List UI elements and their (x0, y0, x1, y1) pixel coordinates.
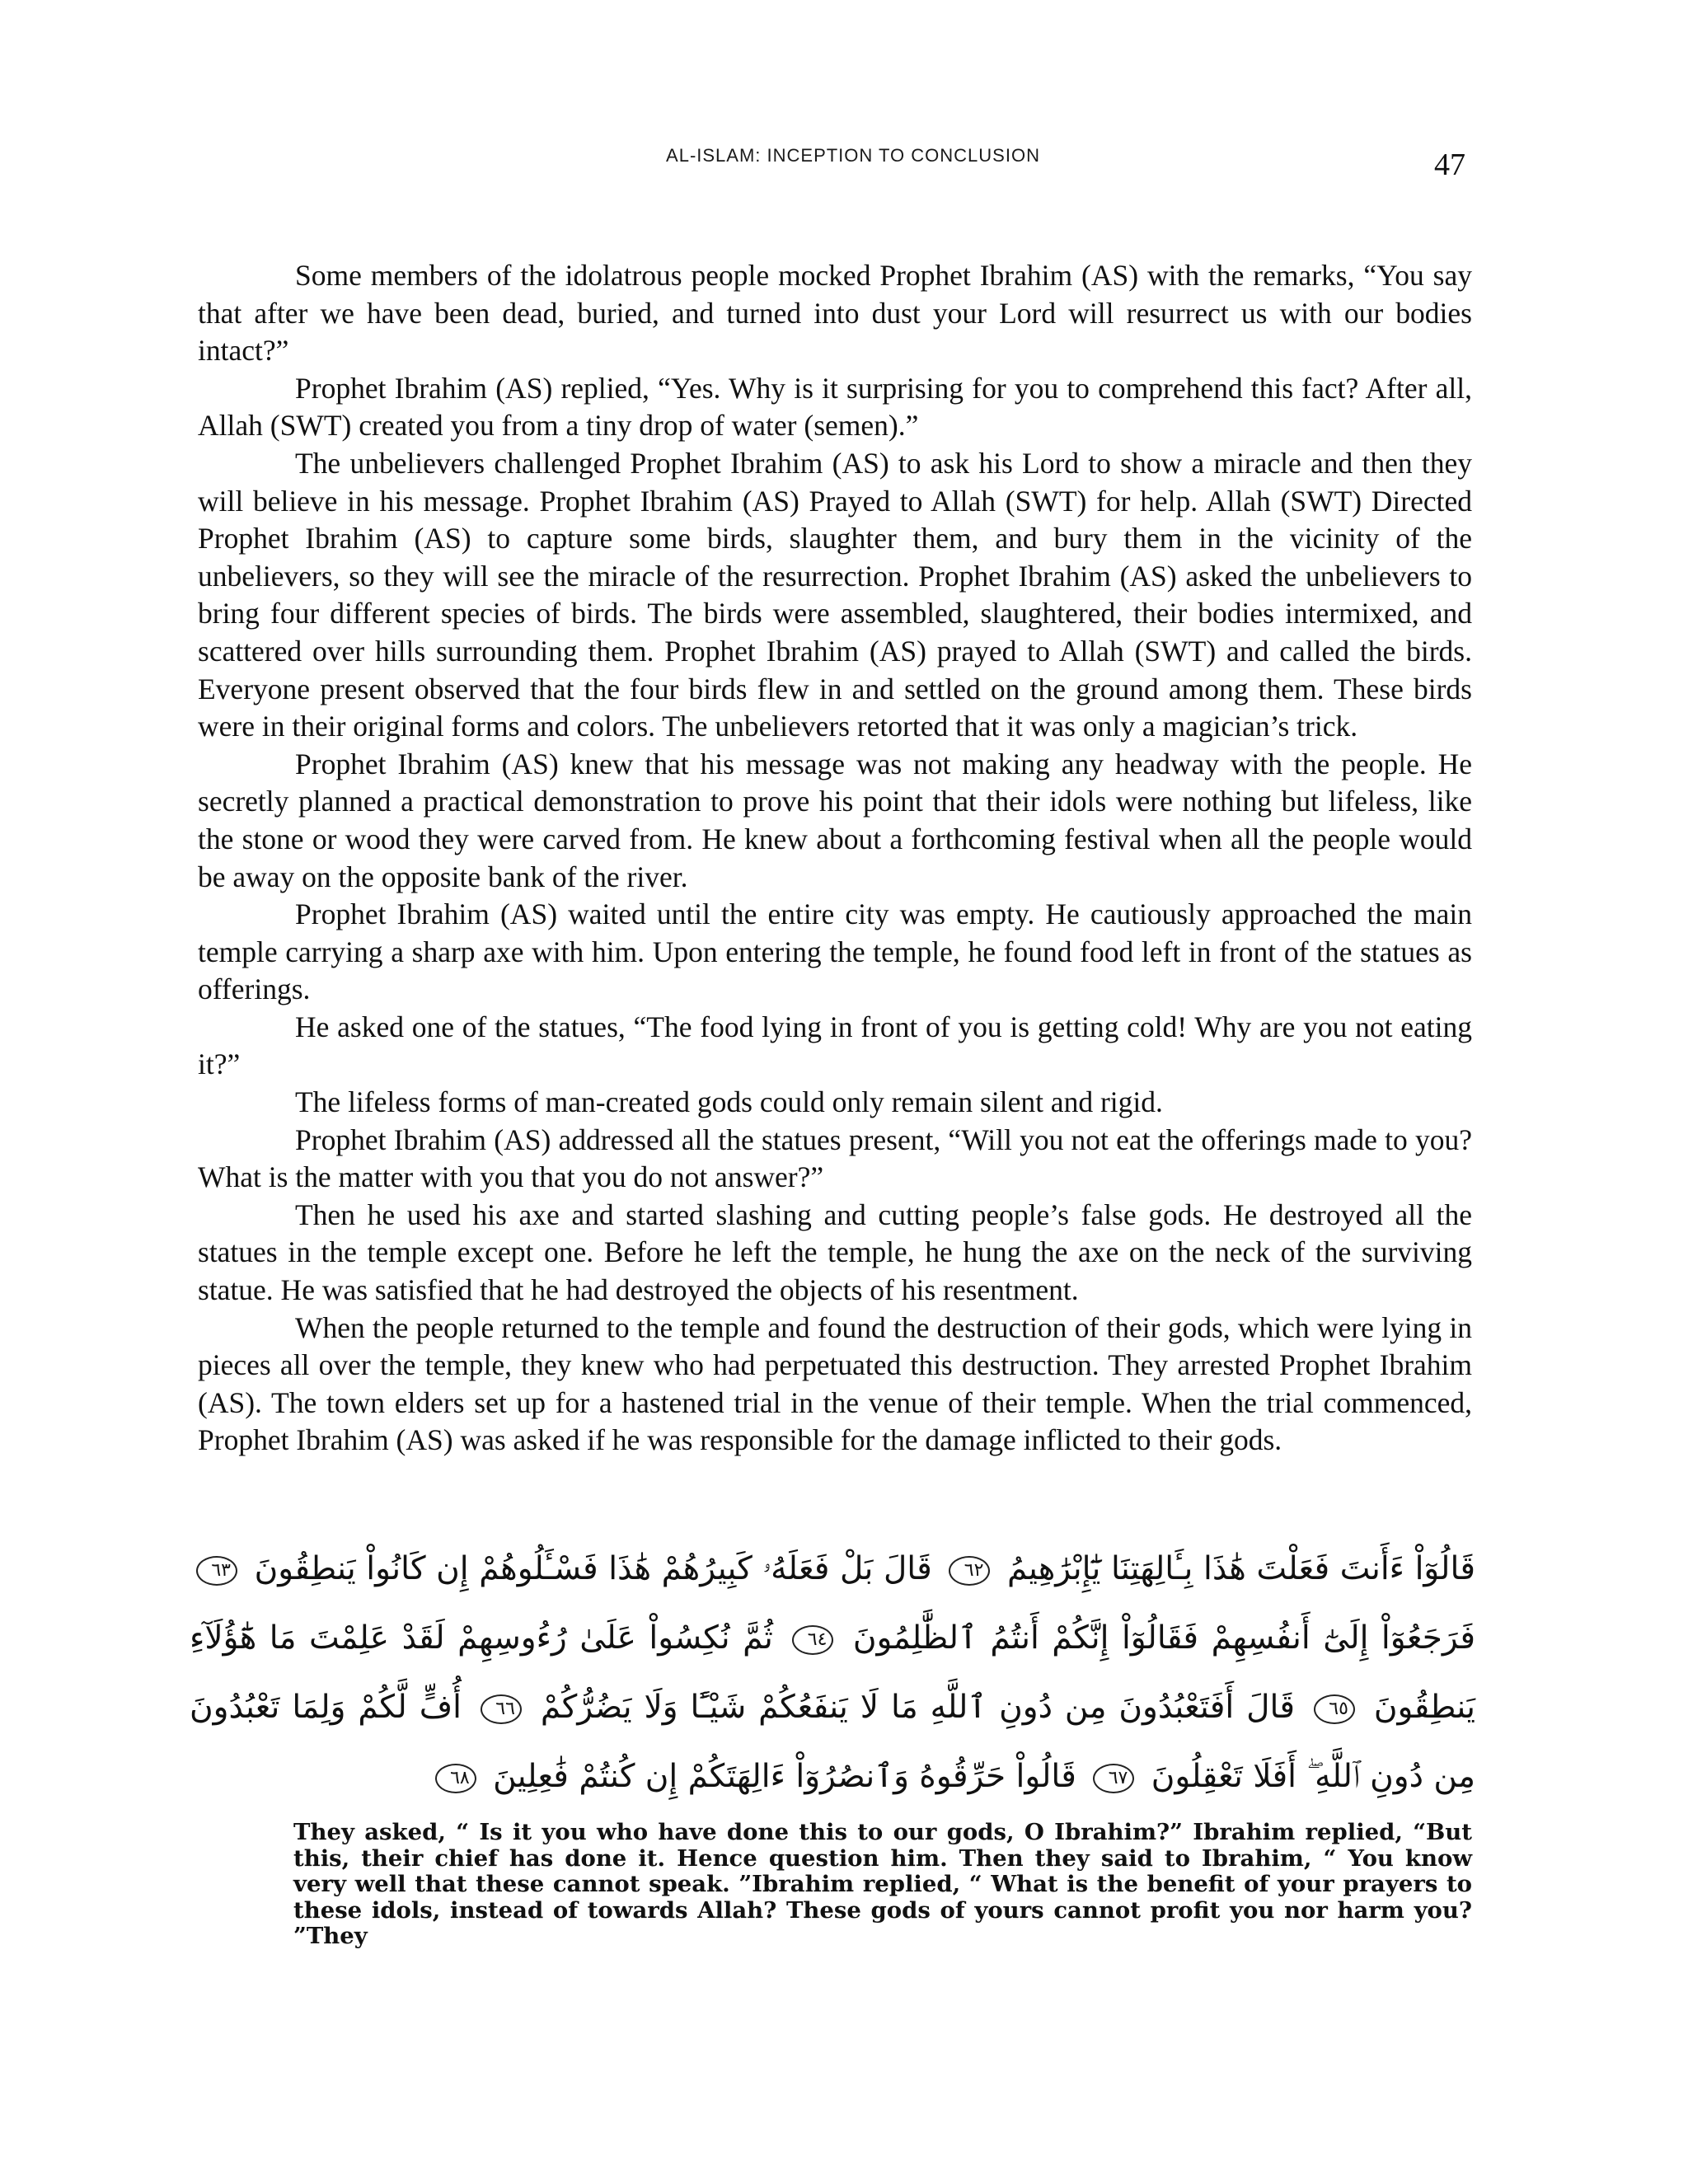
arabic-verse: أُفٍّ لَّكُمْ وَلِمَا تَعْبُدُونَ مِن دُونِ ٱللَّهِ ۖ أَفَلَا تَعْقِلُونَ (190, 1689, 1475, 1795)
arabic-verse: قَالَ أَفَتَعْبُدُونَ مِن دُونِ ٱللَّهِ مَا لَا يَنفَعُكُمْ شَيْـًٔا وَلَا يَضُرُّكُمْ (540, 1689, 1295, 1726)
arabic-verse: قَالُوٓاْ ءَأَنتَ فَعَلْتَ هَٰذَا بِـَٔالِهَتِنَا يَٰٓإِبْرَٰهِيمُ (1006, 1550, 1475, 1587)
arabic-verse: فَرَجَعُوٓاْ إِلَىٰٓ أَنفُسِهِمْ فَقَالُوٓاْ إِنَّكُمْ أَنتُمُ ٱلظَّٰلِمُونَ (852, 1619, 1475, 1657)
paragraph: Prophet Ibrahim (AS) waited until the entire city was empty. He cautiously approached the main temple carrying a sharp axe with him. Upon entering the temple, he found food left in front of the statues as offerings. (198, 898, 1472, 1006)
arabic-verse: ثُمَّ نُكِسُواْ عَلَىٰ رُءُوسِهِمْ لَقَدْ عَلِمْتَ مَا هَٰٓؤُلَآءِ يَنطِقُونَ (190, 1619, 1475, 1726)
paragraph: Prophet Ibrahim (AS) addressed all the statues present, “Will you not eat the offerings made to you? What is the matter with you that you do not answer?” (198, 1122, 1472, 1194)
verse-number-marker: ٦٢ (949, 1556, 990, 1586)
arabic-verse: قَالُواْ حَرِّقُوهُ وَٱنصُرُوٓاْ ءَالِهَتَكُمْ إِن كُنتُمْ فَٰعِلِينَ (493, 1758, 1076, 1795)
quran-verses (190, 1535, 1475, 1811)
running-header: AL-ISLAM: INCEPTION TO CONCLUSION (666, 145, 1040, 166)
paragraph: Prophet Ibrahim (AS) knew that his message was not making any headway with the people. He secretly planned a practical demonstration to prove his point that their idols were nothing but lifeless, like the stone or wood they were carved from. He knew about a forthcoming festival when all the people would be away on the opposite bank of the river. (198, 747, 1472, 893)
body-text (198, 257, 1472, 1460)
paragraph: The unbelievers challenged Prophet Ibrahim (AS) to ask his Lord to show a miracle and then they will believe in his message. Prophet Ibrahim (AS) Prayed to Allah (SWT) for help. Allah (SWT) Directed Prophet Ibrahim (AS) to capture some birds, slaughter them, and bury them in the vicinity of the unbelievers, so they will see the miracle of the resurrection. Prophet Ibrahim (AS) asked the unbelievers to bring four different species of birds. The birds were assembled, slaughtered, their bodies intermixed, and scattered over hills surrounding them. Prophet Ibrahim (AS) prayed to Allah (SWT) and called the birds. Everyone present observed that the four birds flew in and settled on the ground among them. These birds were in their original forms and colors. The unbelievers retorted that it was only a magician’s trick. (198, 446, 1472, 743)
verse-number-marker: ٦٧ (1093, 1764, 1134, 1793)
paragraph: The lifeless forms of man-created gods could only remain silent and rigid. (295, 1085, 1163, 1119)
paragraph: He asked one of the statues, “The food lying in front of you is getting cold! Why are you not eating it?” (198, 1010, 1472, 1081)
verse-number-marker: ٦٥ (1314, 1694, 1355, 1724)
verse-translation: They asked, “ Is it you who have done this to our gods, O Ibrahim?” Ibrahim replied, “But this, their chief has done it. Hence question him. Then they said to Ibrahim, “ You know very well that these cannot speak. ”Ibrahim replied, “ What is the benefit of your prayers to these idols, instead of towards Allah? These gods of yours cannot profit you nor harm you? ”They (293, 1819, 1472, 1949)
paragraph: Prophet Ibrahim (AS) replied, “Yes. Why is it surprising for you to comprehend this fact? After all, Allah (SWT) created you from a tiny drop of water (semen).” (198, 371, 1472, 443)
paragraph: Some members of the idolatrous people mocked Prophet Ibrahim (AS) with the remarks, “You say that after we have been dead, buried, and turned into dust your Lord will resurrect us with our bodies intact?” (198, 259, 1472, 368)
page-number: 47 (1434, 148, 1465, 182)
paragraph: When the people returned to the temple and found the destruction of their gods, which were lying in pieces all over the temple, they knew who had perpetuated this destruction. They arrested Prophet Ibrahim (AS). The town elders set up for a hastened trial in the venue of their temple. When the trial commenced, Prophet Ibrahim (AS) was asked if he was responsible for the damage inflicted to their gods. (198, 1310, 1472, 1457)
verse-number-marker: ٦٨ (435, 1764, 476, 1793)
verse-number-marker: ٦٤ (792, 1625, 833, 1655)
verse-number-marker: ٦٣ (196, 1556, 237, 1586)
paragraph: Then he used his axe and started slashing and cutting people’s false gods. He destroyed all the statues in the temple except one. Before he left the temple, he hung the axe on the neck of the surviving statue. He was satisfied that he had destroyed the objects of his resentment. (198, 1197, 1472, 1307)
verse-number-marker: ٦٦ (481, 1694, 522, 1724)
arabic-verse: قَالَ بَلْ فَعَلَهُۥ كَبِيرُهُمْ هَٰذَا فَسْـَٔلُوهُمْ إِن كَانُواْ يَنطِقُونَ (254, 1550, 932, 1587)
